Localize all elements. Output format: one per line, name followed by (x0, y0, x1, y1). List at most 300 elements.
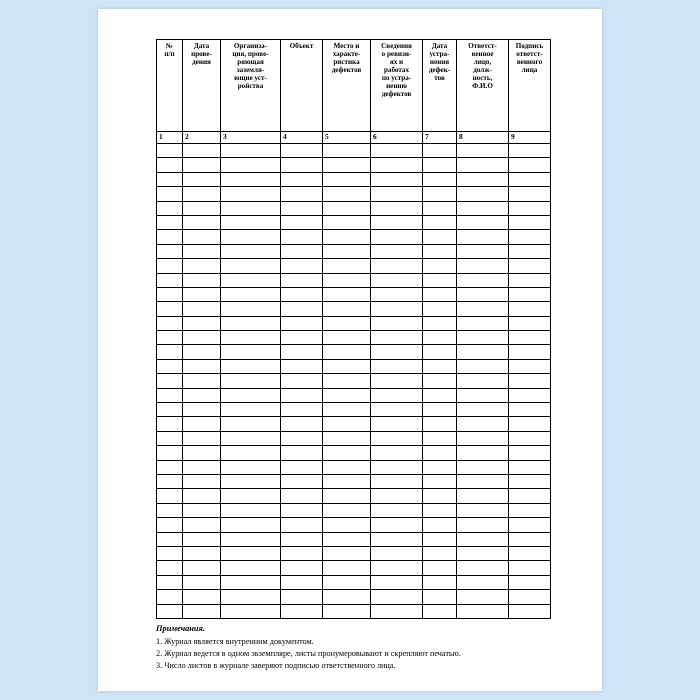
table-cell-empty[interactable] (183, 431, 221, 445)
table-cell-empty[interactable] (323, 302, 371, 316)
table-cell-empty[interactable] (423, 417, 457, 431)
table-cell-empty[interactable] (183, 201, 221, 215)
table-cell-empty[interactable] (183, 460, 221, 474)
table-cell-empty[interactable] (423, 331, 457, 345)
table-cell-empty[interactable] (221, 518, 281, 532)
table-cell-empty[interactable] (423, 215, 457, 229)
table-cell-empty[interactable] (509, 302, 551, 316)
table-cell-empty[interactable] (423, 374, 457, 388)
table-cell-empty[interactable] (221, 403, 281, 417)
table-cell-empty[interactable] (371, 546, 423, 560)
table-cell-empty[interactable] (157, 546, 183, 560)
table-cell-empty[interactable] (323, 331, 371, 345)
table-row[interactable] (157, 446, 551, 460)
table-cell-empty[interactable] (323, 489, 371, 503)
table-row[interactable] (157, 230, 551, 244)
table-cell-empty[interactable] (423, 230, 457, 244)
table-cell-empty[interactable] (221, 287, 281, 301)
table-cell-empty[interactable] (323, 215, 371, 229)
table-cell-empty[interactable] (281, 374, 323, 388)
table-cell-empty[interactable] (281, 590, 323, 604)
table-cell-empty[interactable] (281, 518, 323, 532)
table-cell-empty[interactable] (183, 273, 221, 287)
table-cell-empty[interactable] (281, 302, 323, 316)
table-cell-empty[interactable] (183, 302, 221, 316)
table-cell-empty[interactable] (183, 518, 221, 532)
table-cell-empty[interactable] (157, 359, 183, 373)
table-cell-empty[interactable] (423, 403, 457, 417)
table-cell-empty[interactable] (323, 359, 371, 373)
table-cell-empty[interactable] (423, 532, 457, 546)
table-cell-empty[interactable] (281, 604, 323, 618)
table-cell-empty[interactable] (157, 474, 183, 488)
table-cell-empty[interactable] (423, 446, 457, 460)
table-cell-empty[interactable] (183, 359, 221, 373)
table-cell-empty[interactable] (281, 474, 323, 488)
table-cell-empty[interactable] (457, 374, 509, 388)
table-cell-empty[interactable] (323, 417, 371, 431)
table-cell-empty[interactable] (221, 474, 281, 488)
table-cell-empty[interactable] (323, 172, 371, 186)
table-cell-empty[interactable] (371, 331, 423, 345)
table-cell-empty[interactable] (509, 273, 551, 287)
table-row[interactable] (157, 388, 551, 402)
table-cell-empty[interactable] (423, 388, 457, 402)
table-cell-empty[interactable] (371, 532, 423, 546)
table-cell-empty[interactable] (323, 460, 371, 474)
table-row[interactable] (157, 316, 551, 330)
table-cell-empty[interactable] (323, 201, 371, 215)
table-cell-empty[interactable] (457, 446, 509, 460)
table-cell-empty[interactable] (281, 316, 323, 330)
table-cell-empty[interactable] (371, 590, 423, 604)
table-cell-empty[interactable] (509, 604, 551, 618)
table-cell-empty[interactable] (281, 575, 323, 589)
table-row[interactable] (157, 374, 551, 388)
table-cell-empty[interactable] (457, 546, 509, 560)
table-cell-empty[interactable] (183, 532, 221, 546)
table-cell-empty[interactable] (183, 172, 221, 186)
table-cell-empty[interactable] (183, 403, 221, 417)
table-cell-empty[interactable] (371, 287, 423, 301)
table-cell-empty[interactable] (281, 215, 323, 229)
table-cell-empty[interactable] (423, 316, 457, 330)
table-cell-empty[interactable] (457, 575, 509, 589)
table-row[interactable] (157, 460, 551, 474)
table-cell-empty[interactable] (221, 374, 281, 388)
table-cell-empty[interactable] (281, 532, 323, 546)
table-cell-empty[interactable] (423, 259, 457, 273)
table-cell-empty[interactable] (423, 144, 457, 158)
table-cell-empty[interactable] (323, 259, 371, 273)
table-cell-empty[interactable] (183, 374, 221, 388)
table-cell-empty[interactable] (371, 374, 423, 388)
table-cell-empty[interactable] (323, 374, 371, 388)
table-cell-empty[interactable] (281, 460, 323, 474)
table-cell-empty[interactable] (183, 575, 221, 589)
table-cell-empty[interactable] (323, 474, 371, 488)
table-row[interactable] (157, 417, 551, 431)
table-cell-empty[interactable] (221, 215, 281, 229)
table-cell-empty[interactable] (281, 273, 323, 287)
table-cell-empty[interactable] (221, 273, 281, 287)
table-cell-empty[interactable] (157, 561, 183, 575)
table-cell-empty[interactable] (457, 316, 509, 330)
table-cell-empty[interactable] (281, 417, 323, 431)
table-cell-empty[interactable] (281, 172, 323, 186)
table-cell-empty[interactable] (323, 575, 371, 589)
table-row[interactable] (157, 158, 551, 172)
table-row[interactable] (157, 273, 551, 287)
table-row[interactable] (157, 331, 551, 345)
table-cell-empty[interactable] (281, 201, 323, 215)
table-cell-empty[interactable] (371, 474, 423, 488)
table-cell-empty[interactable] (323, 244, 371, 258)
table-cell-empty[interactable] (157, 259, 183, 273)
table-cell-empty[interactable] (509, 359, 551, 373)
table-cell-empty[interactable] (323, 345, 371, 359)
table-row[interactable] (157, 359, 551, 373)
table-cell-empty[interactable] (157, 244, 183, 258)
table-cell-empty[interactable] (509, 417, 551, 431)
table-cell-empty[interactable] (457, 259, 509, 273)
table-cell-empty[interactable] (457, 273, 509, 287)
table-cell-empty[interactable] (157, 331, 183, 345)
table-cell-empty[interactable] (281, 187, 323, 201)
table-cell-empty[interactable] (457, 561, 509, 575)
table-cell-empty[interactable] (323, 604, 371, 618)
table-cell-empty[interactable] (509, 590, 551, 604)
table-cell-empty[interactable] (423, 287, 457, 301)
table-cell-empty[interactable] (457, 359, 509, 373)
table-cell-empty[interactable] (183, 388, 221, 402)
table-cell-empty[interactable] (281, 331, 323, 345)
table-cell-empty[interactable] (371, 503, 423, 517)
table-cell-empty[interactable] (371, 359, 423, 373)
table-row[interactable] (157, 575, 551, 589)
table-cell-empty[interactable] (221, 503, 281, 517)
table-cell-empty[interactable] (221, 187, 281, 201)
table-cell-empty[interactable] (157, 215, 183, 229)
table-cell-empty[interactable] (221, 359, 281, 373)
table-cell-empty[interactable] (423, 518, 457, 532)
table-cell-empty[interactable] (281, 446, 323, 460)
table-cell-empty[interactable] (281, 388, 323, 402)
table-cell-empty[interactable] (423, 590, 457, 604)
table-cell-empty[interactable] (371, 215, 423, 229)
table-cell-empty[interactable] (221, 532, 281, 546)
table-cell-empty[interactable] (371, 316, 423, 330)
table-cell-empty[interactable] (371, 345, 423, 359)
table-cell-empty[interactable] (509, 316, 551, 330)
table-row[interactable] (157, 518, 551, 532)
table-cell-empty[interactable] (457, 489, 509, 503)
table-cell-empty[interactable] (157, 374, 183, 388)
table-cell-empty[interactable] (221, 172, 281, 186)
table-cell-empty[interactable] (183, 331, 221, 345)
table-cell-empty[interactable] (509, 244, 551, 258)
table-cell-empty[interactable] (221, 561, 281, 575)
table-cell-empty[interactable] (323, 446, 371, 460)
table-cell-empty[interactable] (281, 158, 323, 172)
table-cell-empty[interactable] (457, 331, 509, 345)
table-cell-empty[interactable] (221, 144, 281, 158)
table-cell-empty[interactable] (457, 604, 509, 618)
table-row[interactable] (157, 561, 551, 575)
table-cell-empty[interactable] (183, 489, 221, 503)
table-row[interactable] (157, 474, 551, 488)
table-cell-empty[interactable] (157, 302, 183, 316)
table-row[interactable] (157, 201, 551, 215)
table-row[interactable] (157, 302, 551, 316)
table-cell-empty[interactable] (157, 316, 183, 330)
table-row[interactable] (157, 532, 551, 546)
table-cell-empty[interactable] (509, 230, 551, 244)
table-cell-empty[interactable] (281, 489, 323, 503)
table-cell-empty[interactable] (509, 388, 551, 402)
table-row[interactable] (157, 546, 551, 560)
table-cell-empty[interactable] (157, 345, 183, 359)
table-cell-empty[interactable] (183, 590, 221, 604)
table-cell-empty[interactable] (457, 460, 509, 474)
table-cell-empty[interactable] (423, 489, 457, 503)
table-cell-empty[interactable] (509, 345, 551, 359)
table-cell-empty[interactable] (423, 460, 457, 474)
table-cell-empty[interactable] (221, 230, 281, 244)
table-cell-empty[interactable] (183, 446, 221, 460)
table-cell-empty[interactable] (457, 230, 509, 244)
table-cell-empty[interactable] (509, 172, 551, 186)
table-cell-empty[interactable] (183, 259, 221, 273)
table-cell-empty[interactable] (423, 345, 457, 359)
table-cell-empty[interactable] (457, 287, 509, 301)
table-cell-empty[interactable] (371, 489, 423, 503)
table-cell-empty[interactable] (183, 345, 221, 359)
table-cell-empty[interactable] (371, 158, 423, 172)
table-cell-empty[interactable] (281, 546, 323, 560)
table-cell-empty[interactable] (371, 561, 423, 575)
table-cell-empty[interactable] (323, 158, 371, 172)
table-cell-empty[interactable] (323, 403, 371, 417)
table-cell-empty[interactable] (183, 417, 221, 431)
table-cell-empty[interactable] (423, 604, 457, 618)
table-cell-empty[interactable] (423, 302, 457, 316)
table-cell-empty[interactable] (157, 417, 183, 431)
table-cell-empty[interactable] (509, 460, 551, 474)
table-cell-empty[interactable] (221, 158, 281, 172)
table-cell-empty[interactable] (457, 503, 509, 517)
table-cell-empty[interactable] (509, 374, 551, 388)
table-cell-empty[interactable] (423, 474, 457, 488)
table-cell-empty[interactable] (221, 345, 281, 359)
table-cell-empty[interactable] (157, 532, 183, 546)
table-cell-empty[interactable] (281, 287, 323, 301)
table-cell-empty[interactable] (457, 474, 509, 488)
table-cell-empty[interactable] (457, 518, 509, 532)
table-cell-empty[interactable] (281, 561, 323, 575)
table-cell-empty[interactable] (183, 144, 221, 158)
table-cell-empty[interactable] (371, 431, 423, 445)
table-cell-empty[interactable] (183, 316, 221, 330)
table-cell-empty[interactable] (323, 546, 371, 560)
table-cell-empty[interactable] (457, 532, 509, 546)
table-cell-empty[interactable] (157, 287, 183, 301)
table-cell-empty[interactable] (509, 287, 551, 301)
table-cell-empty[interactable] (509, 561, 551, 575)
table-cell-empty[interactable] (457, 388, 509, 402)
table-cell-empty[interactable] (157, 144, 183, 158)
table-cell-empty[interactable] (509, 518, 551, 532)
table-cell-empty[interactable] (157, 575, 183, 589)
table-cell-empty[interactable] (157, 431, 183, 445)
table-cell-empty[interactable] (323, 316, 371, 330)
table-cell-empty[interactable] (371, 302, 423, 316)
table-cell-empty[interactable] (371, 187, 423, 201)
table-cell-empty[interactable] (509, 201, 551, 215)
table-row[interactable] (157, 431, 551, 445)
table-cell-empty[interactable] (157, 604, 183, 618)
table-row[interactable] (157, 345, 551, 359)
table-row[interactable] (157, 215, 551, 229)
table-cell-empty[interactable] (423, 244, 457, 258)
table-cell-empty[interactable] (281, 144, 323, 158)
table-cell-empty[interactable] (509, 575, 551, 589)
table-row[interactable] (157, 489, 551, 503)
table-cell-empty[interactable] (509, 474, 551, 488)
table-cell-empty[interactable] (221, 546, 281, 560)
table-cell-empty[interactable] (457, 172, 509, 186)
table-cell-empty[interactable] (371, 259, 423, 273)
table-cell-empty[interactable] (157, 503, 183, 517)
table-cell-empty[interactable] (221, 590, 281, 604)
table-cell-empty[interactable] (221, 388, 281, 402)
table-cell-empty[interactable] (221, 316, 281, 330)
table-cell-empty[interactable] (221, 575, 281, 589)
table-cell-empty[interactable] (457, 215, 509, 229)
table-cell-empty[interactable] (323, 144, 371, 158)
table-cell-empty[interactable] (423, 431, 457, 445)
table-cell-empty[interactable] (371, 417, 423, 431)
table-cell-empty[interactable] (457, 144, 509, 158)
table-cell-empty[interactable] (457, 201, 509, 215)
table-row[interactable] (157, 604, 551, 618)
table-cell-empty[interactable] (157, 518, 183, 532)
table-cell-empty[interactable] (323, 561, 371, 575)
table-cell-empty[interactable] (423, 546, 457, 560)
table-cell-empty[interactable] (457, 302, 509, 316)
table-cell-empty[interactable] (323, 388, 371, 402)
table-cell-empty[interactable] (281, 403, 323, 417)
table-cell-empty[interactable] (509, 259, 551, 273)
table-cell-empty[interactable] (221, 201, 281, 215)
table-cell-empty[interactable] (509, 503, 551, 517)
table-row[interactable] (157, 503, 551, 517)
table-cell-empty[interactable] (183, 604, 221, 618)
table-cell-empty[interactable] (157, 446, 183, 460)
table-cell-empty[interactable] (183, 546, 221, 560)
table-cell-empty[interactable] (371, 460, 423, 474)
table-row[interactable] (157, 590, 551, 604)
table-cell-empty[interactable] (157, 158, 183, 172)
table-cell-empty[interactable] (221, 417, 281, 431)
table-cell-empty[interactable] (457, 158, 509, 172)
table-cell-empty[interactable] (423, 503, 457, 517)
table-cell-empty[interactable] (183, 215, 221, 229)
table-cell-empty[interactable] (509, 532, 551, 546)
table-cell-empty[interactable] (423, 158, 457, 172)
table-row[interactable] (157, 144, 551, 158)
table-cell-empty[interactable] (371, 144, 423, 158)
table-cell-empty[interactable] (509, 187, 551, 201)
table-cell-empty[interactable] (457, 431, 509, 445)
table-row[interactable] (157, 403, 551, 417)
table-cell-empty[interactable] (371, 575, 423, 589)
table-cell-empty[interactable] (323, 273, 371, 287)
table-cell-empty[interactable] (423, 201, 457, 215)
table-cell-empty[interactable] (183, 287, 221, 301)
table-cell-empty[interactable] (157, 172, 183, 186)
table-cell-empty[interactable] (423, 187, 457, 201)
table-cell-empty[interactable] (221, 604, 281, 618)
table-cell-empty[interactable] (157, 187, 183, 201)
table-cell-empty[interactable] (323, 590, 371, 604)
table-cell-empty[interactable] (157, 489, 183, 503)
table-cell-empty[interactable] (157, 403, 183, 417)
table-cell-empty[interactable] (509, 431, 551, 445)
table-cell-empty[interactable] (323, 431, 371, 445)
table-cell-empty[interactable] (323, 187, 371, 201)
table-cell-empty[interactable] (221, 489, 281, 503)
table-cell-empty[interactable] (371, 201, 423, 215)
table-cell-empty[interactable] (183, 158, 221, 172)
table-cell-empty[interactable] (221, 446, 281, 460)
table-cell-empty[interactable] (221, 460, 281, 474)
table-cell-empty[interactable] (371, 446, 423, 460)
table-cell-empty[interactable] (221, 244, 281, 258)
table-cell-empty[interactable] (221, 259, 281, 273)
table-cell-empty[interactable] (509, 446, 551, 460)
table-cell-empty[interactable] (423, 172, 457, 186)
table-cell-empty[interactable] (371, 172, 423, 186)
table-cell-empty[interactable] (157, 388, 183, 402)
table-cell-empty[interactable] (323, 532, 371, 546)
table-cell-empty[interactable] (281, 431, 323, 445)
table-cell-empty[interactable] (281, 359, 323, 373)
table-cell-empty[interactable] (371, 604, 423, 618)
table-cell-empty[interactable] (323, 503, 371, 517)
table-cell-empty[interactable] (371, 230, 423, 244)
table-cell-empty[interactable] (371, 518, 423, 532)
table-cell-empty[interactable] (509, 546, 551, 560)
table-cell-empty[interactable] (157, 201, 183, 215)
table-cell-empty[interactable] (281, 230, 323, 244)
table-cell-empty[interactable] (183, 187, 221, 201)
table-row[interactable] (157, 244, 551, 258)
table-cell-empty[interactable] (509, 215, 551, 229)
table-cell-empty[interactable] (371, 388, 423, 402)
table-row[interactable] (157, 259, 551, 273)
table-cell-empty[interactable] (183, 561, 221, 575)
table-cell-empty[interactable] (423, 359, 457, 373)
table-cell-empty[interactable] (183, 474, 221, 488)
table-cell-empty[interactable] (157, 460, 183, 474)
table-cell-empty[interactable] (157, 230, 183, 244)
table-cell-empty[interactable] (457, 403, 509, 417)
table-cell-empty[interactable] (183, 230, 221, 244)
table-cell-empty[interactable] (509, 158, 551, 172)
table-cell-empty[interactable] (371, 273, 423, 287)
table-cell-empty[interactable] (457, 417, 509, 431)
